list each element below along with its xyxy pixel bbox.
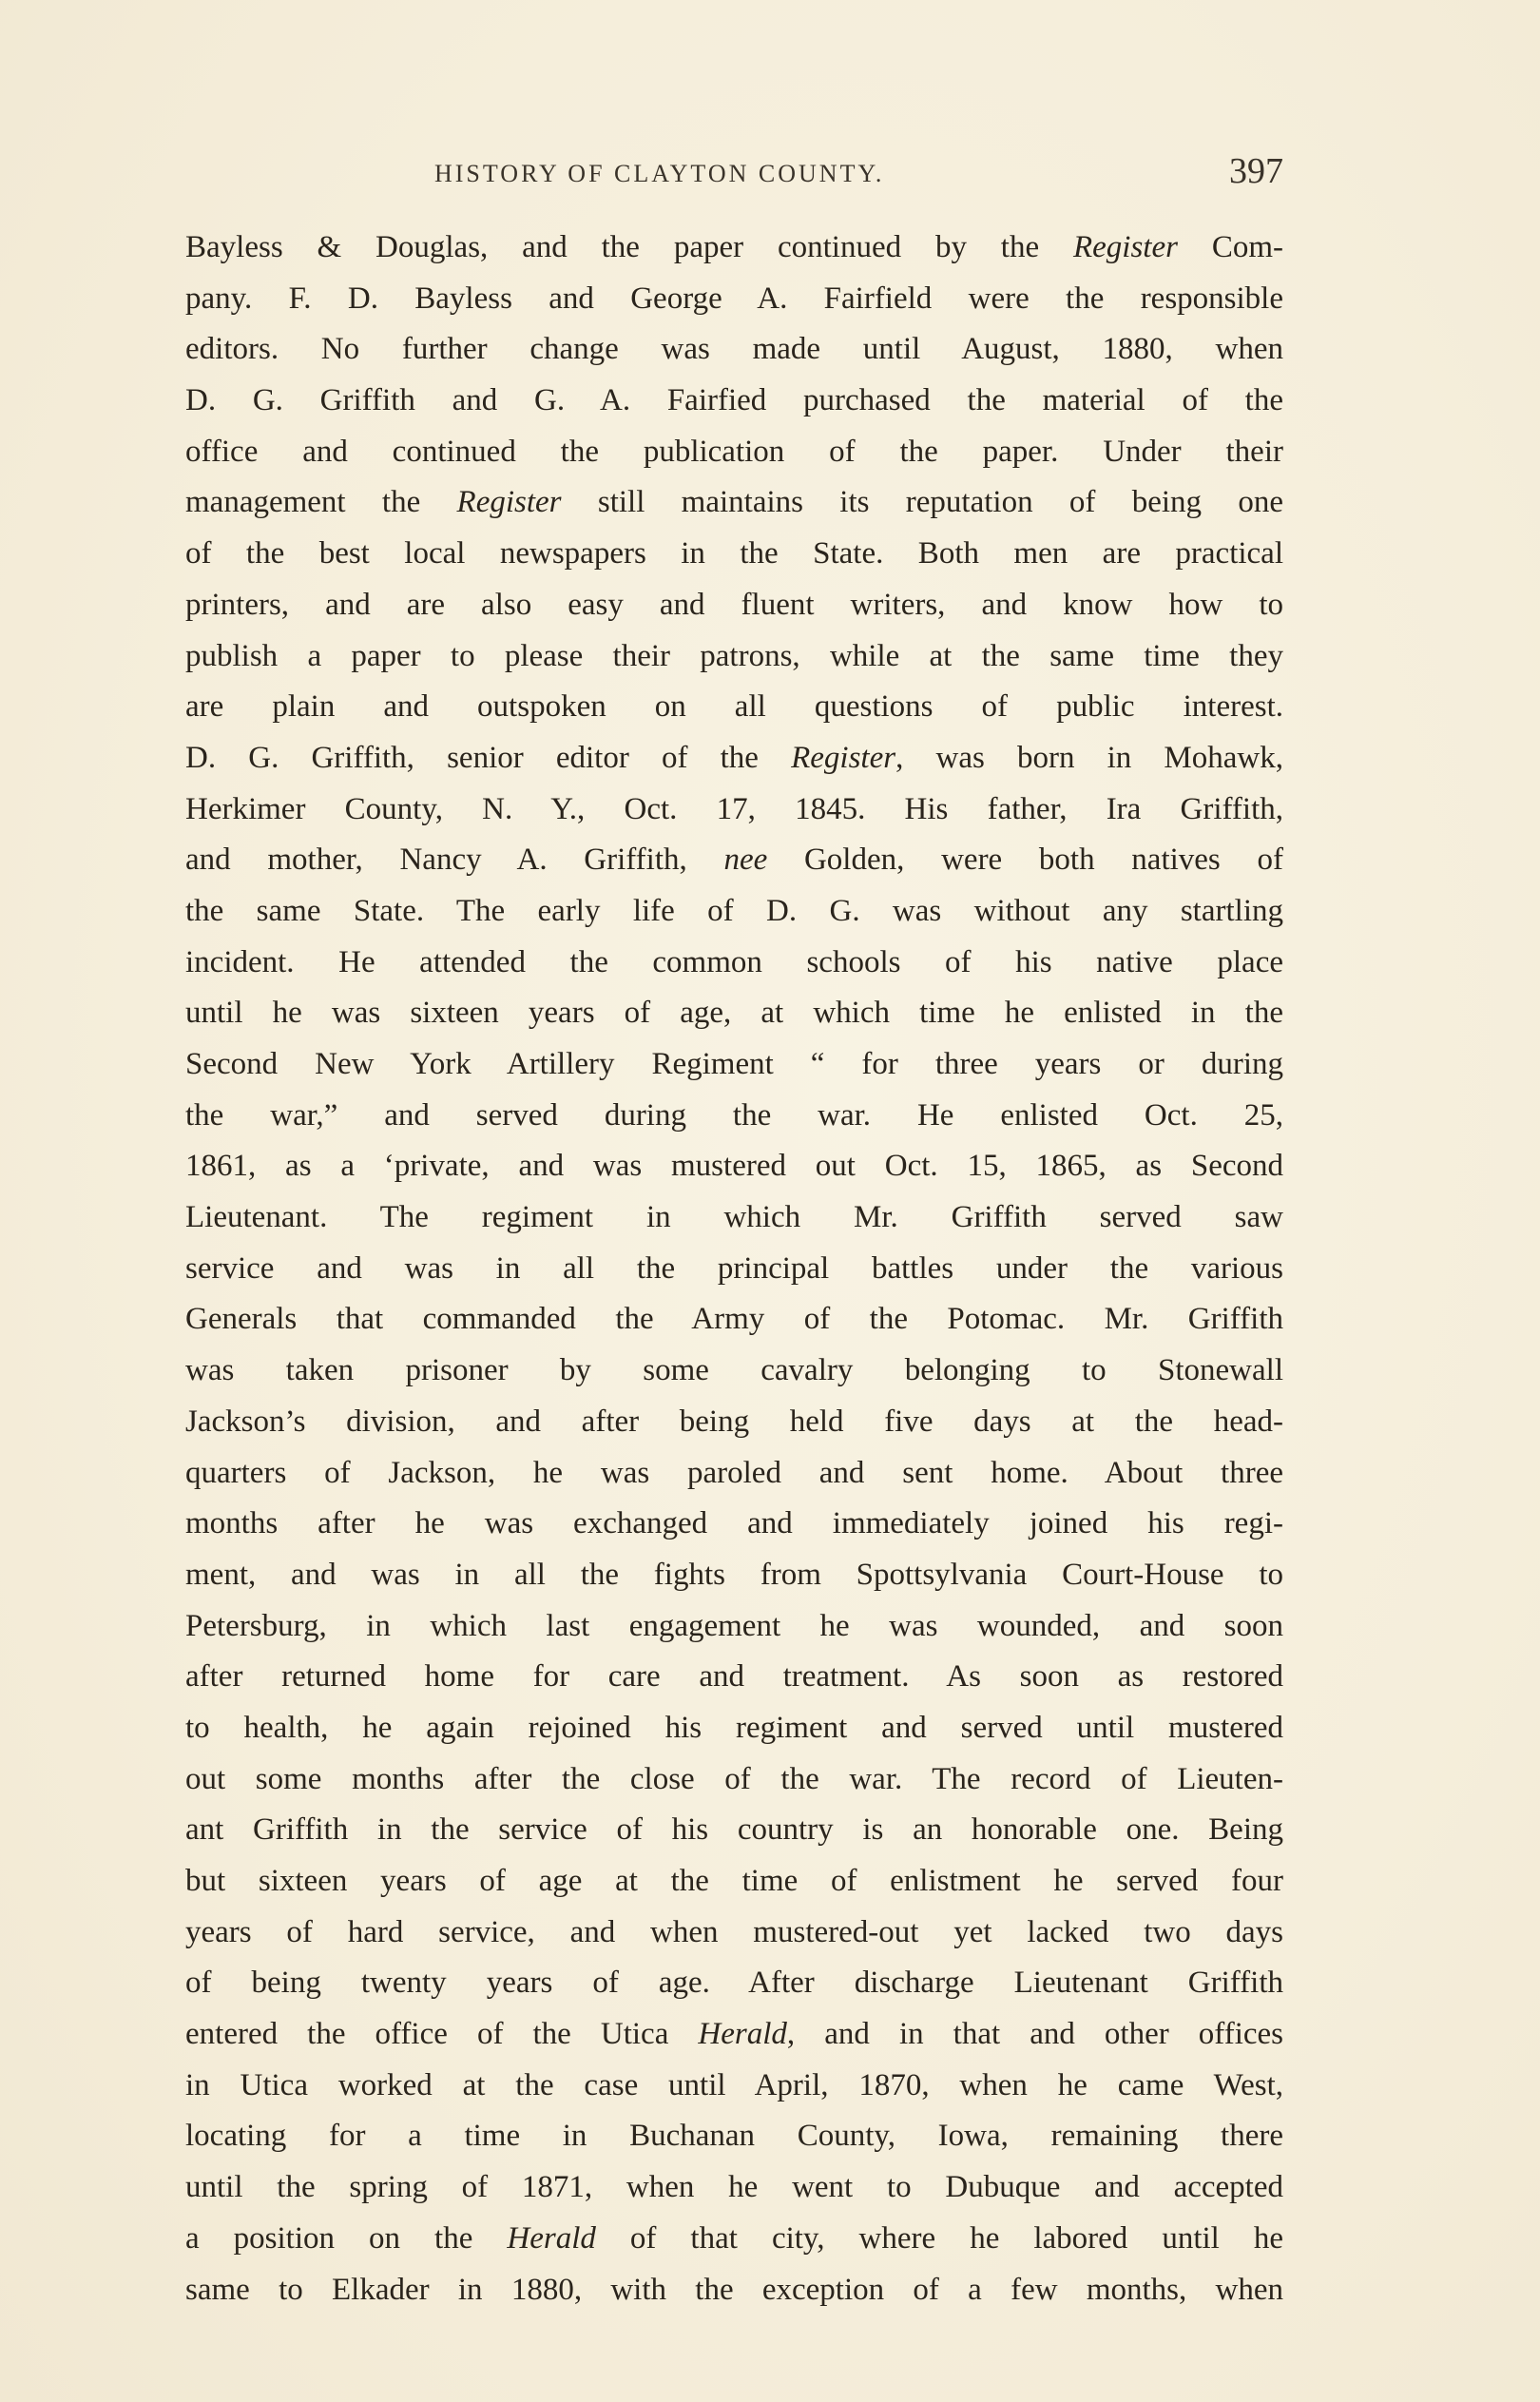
text-line bbox=[185, 274, 1283, 325]
text-segment: editors. No further change was made until August, 1880, when bbox=[185, 332, 1283, 367]
text-segment: quarters of Jackson, he was paroled and sent home. About three bbox=[185, 1455, 1283, 1490]
text-segment: 1861, as a ‘private, and was mustered out Oct. 15, 1865, as Second bbox=[185, 1149, 1283, 1184]
text-segment: incident. He attended the common schools of his native place bbox=[185, 944, 1283, 979]
text-segment: months after he was exchanged and immediately joined his regi- bbox=[185, 1506, 1283, 1541]
text-segment: the war,” and served during the war. He enlisted Oct. 25, bbox=[185, 1097, 1283, 1133]
text-segment: until he was sixteen years of age, at which time he enlisted in the bbox=[185, 996, 1283, 1031]
text-line bbox=[185, 1244, 1283, 1295]
text-line bbox=[185, 376, 1283, 427]
text-line bbox=[185, 2061, 1283, 2112]
text-line bbox=[185, 1397, 1283, 1448]
text-line bbox=[185, 682, 1283, 733]
text-segment: out some months after the close of the war. The record of Lieuten- bbox=[185, 1761, 1283, 1796]
text-segment: after returned home for care and treatment. As soon as restored bbox=[185, 1659, 1283, 1695]
text-line bbox=[185, 1091, 1283, 1142]
text-line bbox=[185, 529, 1283, 580]
text-line bbox=[185, 1652, 1283, 1703]
text-segment: of that city, where he labored until he bbox=[595, 2220, 1283, 2256]
text-line bbox=[185, 1805, 1283, 1856]
text-segment: same to Elkader in 1880, with the exception of a few months, when bbox=[185, 2272, 1283, 2307]
text-segment: entered the office of the Utica bbox=[185, 2017, 699, 2052]
text-segment: Herkimer County, N. Y., Oct. 17, 1845. His father, Ira Griffith, bbox=[185, 791, 1283, 826]
italic-text-segment: nee bbox=[723, 843, 768, 878]
text-line bbox=[185, 477, 1283, 529]
text-segment: Jackson’s division, and after being held five days at the head- bbox=[185, 1404, 1283, 1439]
text-line bbox=[185, 733, 1283, 785]
text-segment: of being twenty years of age. After discharge Lieutenant Griffith bbox=[185, 1966, 1283, 2001]
text-segment: Golden, were both natives of bbox=[767, 843, 1283, 878]
text-line bbox=[185, 886, 1283, 938]
text-line bbox=[185, 580, 1283, 631]
text-segment: publish a paper to please their patrons, while at the same time they bbox=[185, 638, 1283, 673]
text-line bbox=[185, 1039, 1283, 1091]
text-segment: the same State. The early life of D. G. was without any startling bbox=[185, 893, 1283, 928]
text-segment: Lieutenant. The regiment in which Mr. Griffith served saw bbox=[185, 1200, 1283, 1235]
text-segment: Bayless & Douglas, and the paper continued by the bbox=[185, 230, 1073, 264]
text-line bbox=[185, 1499, 1283, 1550]
text-line bbox=[185, 2265, 1283, 2316]
text-line bbox=[185, 1294, 1283, 1346]
text-segment: locating for a time in Buchanan County, Iowa, remaining there bbox=[185, 2119, 1283, 2154]
text-segment: printers, and are also easy and fluent writers, and know how to bbox=[185, 587, 1283, 622]
text-line bbox=[185, 1908, 1283, 1959]
text-line bbox=[185, 324, 1283, 376]
text-segment: Petersburg, in which last engagement he was wounded, and soon bbox=[185, 1608, 1283, 1643]
page-header bbox=[185, 150, 1283, 198]
text-segment: still maintains its reputation of being one bbox=[561, 485, 1283, 520]
text-segment: are plain and outspoken on all questions of public interest. bbox=[185, 689, 1283, 725]
text-segment: to health, he again rejoined his regiment and served until mustered bbox=[185, 1710, 1283, 1745]
text-segment: was taken prisoner by some cavalry belonging to Stonewall bbox=[185, 1353, 1283, 1388]
text-line bbox=[185, 2111, 1283, 2162]
text-line bbox=[185, 1958, 1283, 2009]
italic-text-segment: Register bbox=[1072, 230, 1178, 264]
text-segment: office and continued the publication of the paper. Under their bbox=[185, 434, 1283, 469]
body-text bbox=[185, 223, 1283, 2315]
text-line bbox=[185, 1856, 1283, 1908]
page-number: 397 bbox=[1229, 151, 1283, 191]
text-line bbox=[185, 2214, 1283, 2265]
text-line bbox=[185, 1141, 1283, 1192]
text-segment: but sixteen years of age at the time of enlistment he served four bbox=[185, 1864, 1283, 1898]
running-head: HISTORY OF CLAYTON COUNTY. bbox=[434, 160, 885, 187]
text-segment: , was born in Mohawk, bbox=[895, 740, 1283, 775]
text-segment: until the spring of 1871, when he went to Dubuque and accepted bbox=[185, 2170, 1283, 2205]
text-line bbox=[185, 427, 1283, 478]
text-line bbox=[185, 988, 1283, 1039]
text-segment: and mother, Nancy A. Griffith, bbox=[185, 843, 724, 878]
text-line bbox=[185, 785, 1283, 836]
text-segment: service and was in all the principal battles under the various bbox=[185, 1250, 1283, 1286]
text-line bbox=[185, 1703, 1283, 1754]
text-line bbox=[185, 1754, 1283, 1806]
italic-text-segment: Register bbox=[456, 485, 562, 520]
text-segment: D. G. Griffith and G. A. Fairfied purchased the material of the bbox=[185, 383, 1283, 418]
text-segment: ment, and was in all the fights from Spottsylvania Court-House to bbox=[185, 1557, 1283, 1592]
text-line bbox=[185, 835, 1283, 886]
text-segment: ant Griffith in the service of his country is an honorable one. Being bbox=[185, 1812, 1283, 1848]
text-line bbox=[185, 1601, 1283, 1653]
italic-text-segment: Herald bbox=[698, 2017, 787, 2052]
text-segment: management the bbox=[185, 485, 457, 520]
text-line bbox=[185, 1448, 1283, 1500]
text-segment: Com- bbox=[1177, 230, 1283, 264]
italic-text-segment: Register bbox=[791, 740, 896, 775]
italic-text-segment: Herald bbox=[507, 2220, 596, 2256]
text-segment: of the best local newspapers in the State. Both men are practical bbox=[185, 536, 1283, 571]
text-line bbox=[185, 1192, 1283, 1244]
text-line bbox=[185, 631, 1283, 683]
text-line bbox=[185, 938, 1283, 989]
text-line bbox=[185, 1346, 1283, 1397]
text-segment: Second New York Artillery Regiment “ for three years or during bbox=[185, 1047, 1283, 1081]
text-segment: , and in that and other offices bbox=[786, 2017, 1283, 2052]
text-line bbox=[185, 2009, 1283, 2061]
text-segment: a position on the bbox=[185, 2220, 508, 2256]
text-segment: pany. F. D. Bayless and George A. Fairfield were the responsible bbox=[185, 281, 1283, 316]
text-segment: Generals that commanded the Army of the Potomac. Mr. Griffith bbox=[185, 1302, 1283, 1337]
text-line bbox=[185, 223, 1283, 274]
text-segment: D. G. Griffith, senior editor of the bbox=[185, 740, 792, 775]
text-segment: in Utica worked at the case until April, 1870, when he came West, bbox=[185, 2067, 1283, 2102]
text-line bbox=[185, 2162, 1283, 2214]
text-segment: years of hard service, and when mustered-out yet lacked two days bbox=[185, 1914, 1283, 1949]
text-line bbox=[185, 1550, 1283, 1601]
